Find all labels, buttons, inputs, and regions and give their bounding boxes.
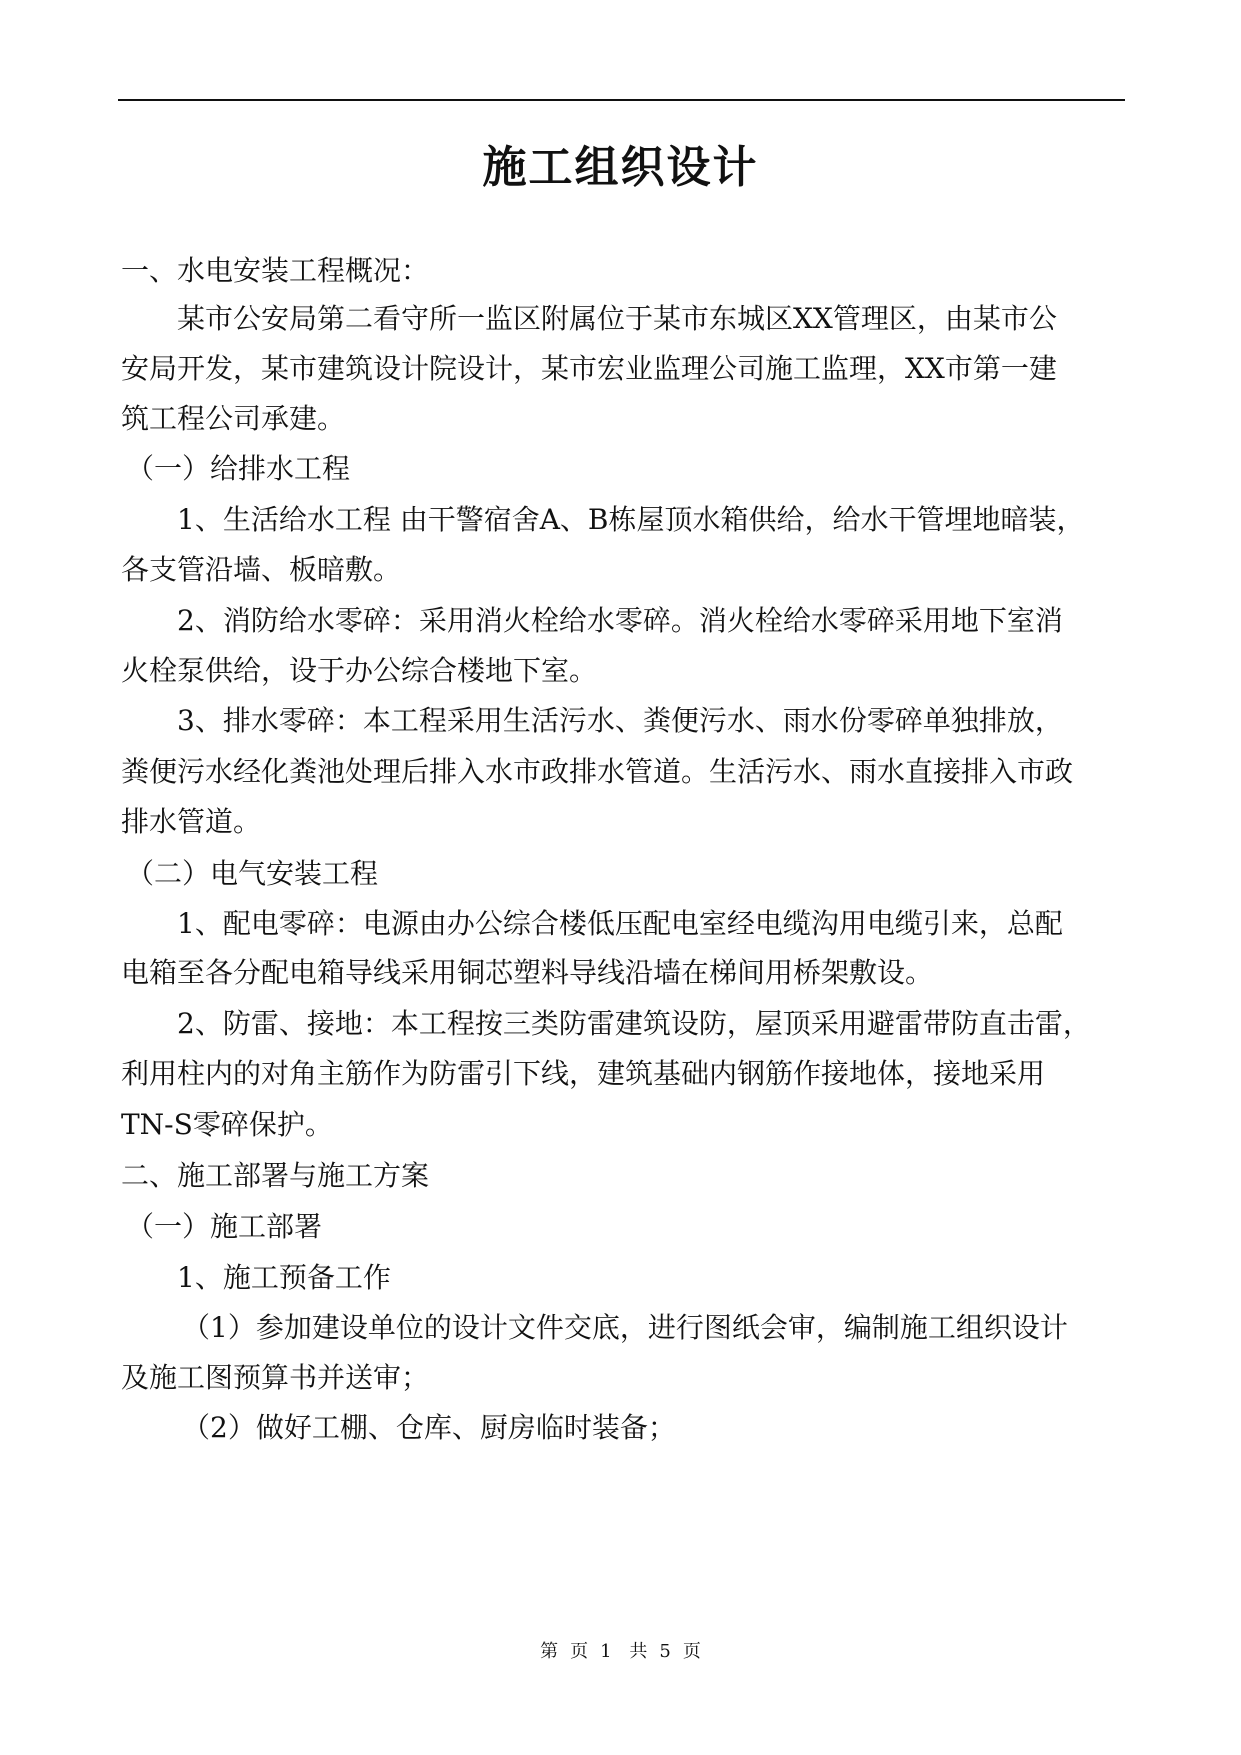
paragraph-line: 1、生活给水工程 由干警宿舍A、B栋屋顶水箱供给，给水干管埋地暗装，	[177, 503, 1085, 536]
footer-page-number: 1	[600, 1641, 612, 1662]
subsection-heading: （一）给排水工程	[126, 452, 351, 485]
paragraph-line: 各支管沿墙、板暗敷。	[121, 553, 402, 586]
subsection-heading: （二）电气安装工程	[126, 857, 379, 890]
paragraph-line: 电箱至各分配电箱导线采用铜芯塑料导线沿墙在梯间用桥架敷设。	[121, 956, 934, 989]
paragraph-line: 安局开发，某市建筑设计院设计，某市宏业监理公司施工监理，XX市第一建	[121, 352, 1057, 385]
section-heading: 一、水电安装工程概况：	[121, 254, 430, 287]
paragraph-line: 1、配电零碎：电源由办公综合楼低压配电室经电缆沟用电缆引来，总配	[177, 907, 1063, 940]
paragraph-line: 1、施工预备工作	[177, 1261, 391, 1294]
subsection-heading: （一）施工部署	[126, 1210, 323, 1243]
footer-total-pages: 5	[659, 1641, 671, 1662]
paragraph-line: （1）参加建设单位的设计文件交底，进行图纸会审，编制施工组织设计	[182, 1311, 1068, 1344]
footer-total-suffix: 页	[682, 1641, 701, 1662]
page-footer	[0, 1640, 1241, 1664]
header-rule	[118, 99, 1125, 101]
document-title: 施工组织设计	[482, 142, 759, 193]
paragraph-line: （2）做好工棚、仓库、厨房临时装备；	[182, 1411, 676, 1444]
footer-page-suffix: 页	[570, 1641, 589, 1662]
paragraph-line: 及施工图预算书并送审；	[121, 1361, 430, 1394]
paragraph-line: 3、排水零碎：本工程采用生活污水、粪便污水、雨水份零碎单独排放，	[177, 704, 1063, 737]
paragraph-line: TN-S零碎保护。	[121, 1108, 333, 1141]
paragraph-line: 2、消防给水零碎：采用消火栓给水零碎。消火栓给水零碎采用地下室消	[177, 604, 1063, 637]
footer-total-prefix: 共	[629, 1641, 648, 1662]
paragraph-line: 粪便污水经化粪池处理后排入水市政排水管道。生活污水、雨水直接排入市政	[121, 755, 1074, 788]
paragraph-line: 筑工程公司承建。	[121, 402, 346, 435]
footer-page-prefix: 第	[540, 1641, 559, 1662]
paragraph-line: 2、防雷、接地：本工程按三类防雷建筑设防，屋顶采用避雷带防直击雷，	[177, 1007, 1091, 1040]
paragraph-line: 火栓泵供给，设于办公综合楼地下室。	[121, 654, 598, 687]
paragraph-line: 某市公安局第二看守所一监区附属位于某市东城区XX管理区，由某市公	[177, 302, 1057, 335]
paragraph-line: 排水管道。	[121, 805, 262, 838]
section-heading: 二、施工部署与施工方案	[121, 1159, 430, 1192]
paragraph-line: 利用柱内的对角主筋作为防雷引下线，建筑基础内钢筋作接地体，接地采用	[121, 1057, 1046, 1090]
